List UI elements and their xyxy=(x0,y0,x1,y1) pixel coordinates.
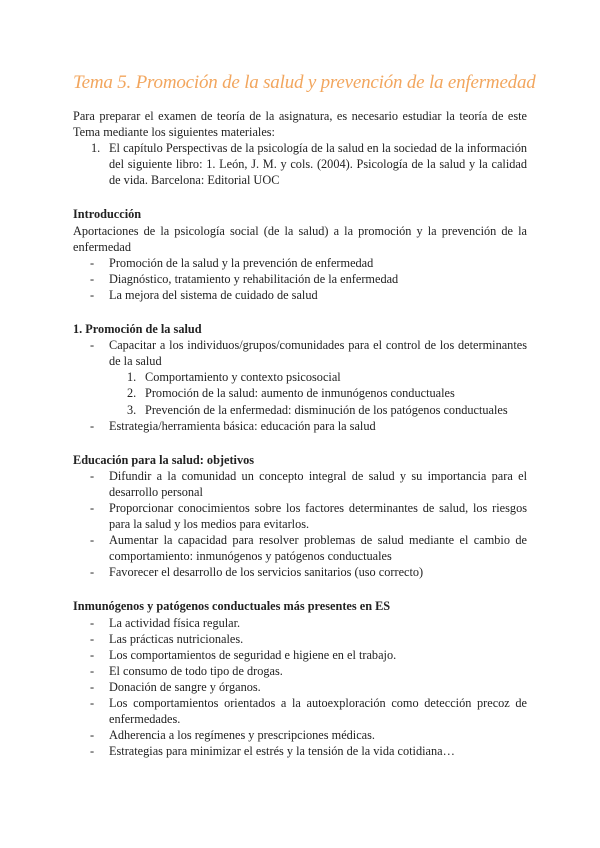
list-item: - Estrategia/herramienta básica: educación para la salud xyxy=(73,418,527,434)
sublist-item-text: Comportamiento y contexto psicosocial xyxy=(145,370,341,385)
section-heading-promocion: 1. Promoción de la salud xyxy=(73,322,202,337)
document-body xyxy=(73,108,527,759)
list-item: - Los comportamientos de seguridad e higiene en el trabajo. xyxy=(73,647,527,663)
sublist-item-text: Prevención de la enfermedad: disminución de los patógenos conductuales xyxy=(145,402,508,417)
section-heading-inmunogenos: Inmunógenos y patógenos conductuales más presentes en ES xyxy=(73,599,391,614)
list-item: - La actividad física regular. xyxy=(73,615,527,631)
materials-item xyxy=(73,140,527,188)
materials-item-text: El capítulo Perspectivas de la psicología de la salud en la sociedad de la información del siguiente libro: 1. León, J. M. y cols. (2004). Psicología de la salud y la calidad de vida. Barcelona: Editorial UOC xyxy=(109,141,527,188)
list-item: - Donación de sangre y órganos. xyxy=(73,679,527,695)
list-item: - Estrategias para minimizar el estrés y la tensión de la vida cotidiana… xyxy=(73,743,527,759)
list-marker: 1. xyxy=(127,370,137,385)
intro-paragraph: Para preparar el examen de teoría de la asignatura, es necesario estudiar la teoría de este Tema mediante los siguientes materiales: xyxy=(73,109,527,140)
document-title: Tema 5. Promoción de la salud y prevención de la enfermedad xyxy=(73,72,536,93)
materials-list xyxy=(73,140,527,188)
list-item: - Los comportamientos orientados a la autoexploración como detección precoz de enfermedades. xyxy=(73,695,527,727)
list-marker: 3. xyxy=(127,402,137,417)
promocion-sublist xyxy=(109,369,527,417)
list-item: - Diagnóstico, tratamiento y rehabilitación de la enfermedad xyxy=(73,271,527,287)
sublist-item xyxy=(73,402,527,418)
sublist-item-text: Promoción de la salud: aumento de inmunógenos conductuales xyxy=(145,386,455,401)
inmunogenos-list xyxy=(73,615,527,760)
introduccion-list xyxy=(73,255,527,303)
list-item: - Aumentar la capacidad para resolver problemas de salud mediante el cambio de comportamiento: inmunógenos y patógenos conductuales xyxy=(73,532,527,564)
list-item-text: Capacitar a los individuos/grupos/comunidades para el control de los determinantes de la salud xyxy=(109,338,527,369)
introduccion-paragraph: Aportaciones de la psicología social (de la salud) a la promoción y la prevención de la enfermedad xyxy=(73,223,527,254)
list-item: - Difundir a la comunidad un concepto integral de salud y su importancia para el desarrollo personal xyxy=(73,468,527,500)
list-marker: 2. xyxy=(127,386,137,401)
list-item: - El consumo de todo tipo de drogas. xyxy=(73,663,527,679)
list-item: - Favorecer el desarrollo de los servicios sanitarios (uso correcto) xyxy=(73,564,527,580)
list-item: - Promoción de la salud y la prevención de enfermedad xyxy=(73,255,527,271)
list-item xyxy=(73,337,527,417)
list-item: - Proporcionar conocimientos sobre los factores determinantes de salud, los riesgos para la salud y los medios para evitarlos. xyxy=(73,500,527,532)
section-heading-educacion: Educación para la salud: objetivos xyxy=(73,452,255,467)
list-marker: 1. xyxy=(91,141,101,156)
educacion-list xyxy=(73,468,527,581)
list-item: - La mejora del sistema de cuidado de salud xyxy=(73,287,527,303)
promocion-list xyxy=(73,337,527,434)
list-item: - Adherencia a los regímenes y prescripciones médicas. xyxy=(73,727,527,743)
list-item: - Las prácticas nutricionales. xyxy=(73,631,527,647)
section-heading-introduccion: Introducción xyxy=(73,207,142,222)
sublist-item xyxy=(73,385,527,401)
sublist-item xyxy=(73,369,527,385)
